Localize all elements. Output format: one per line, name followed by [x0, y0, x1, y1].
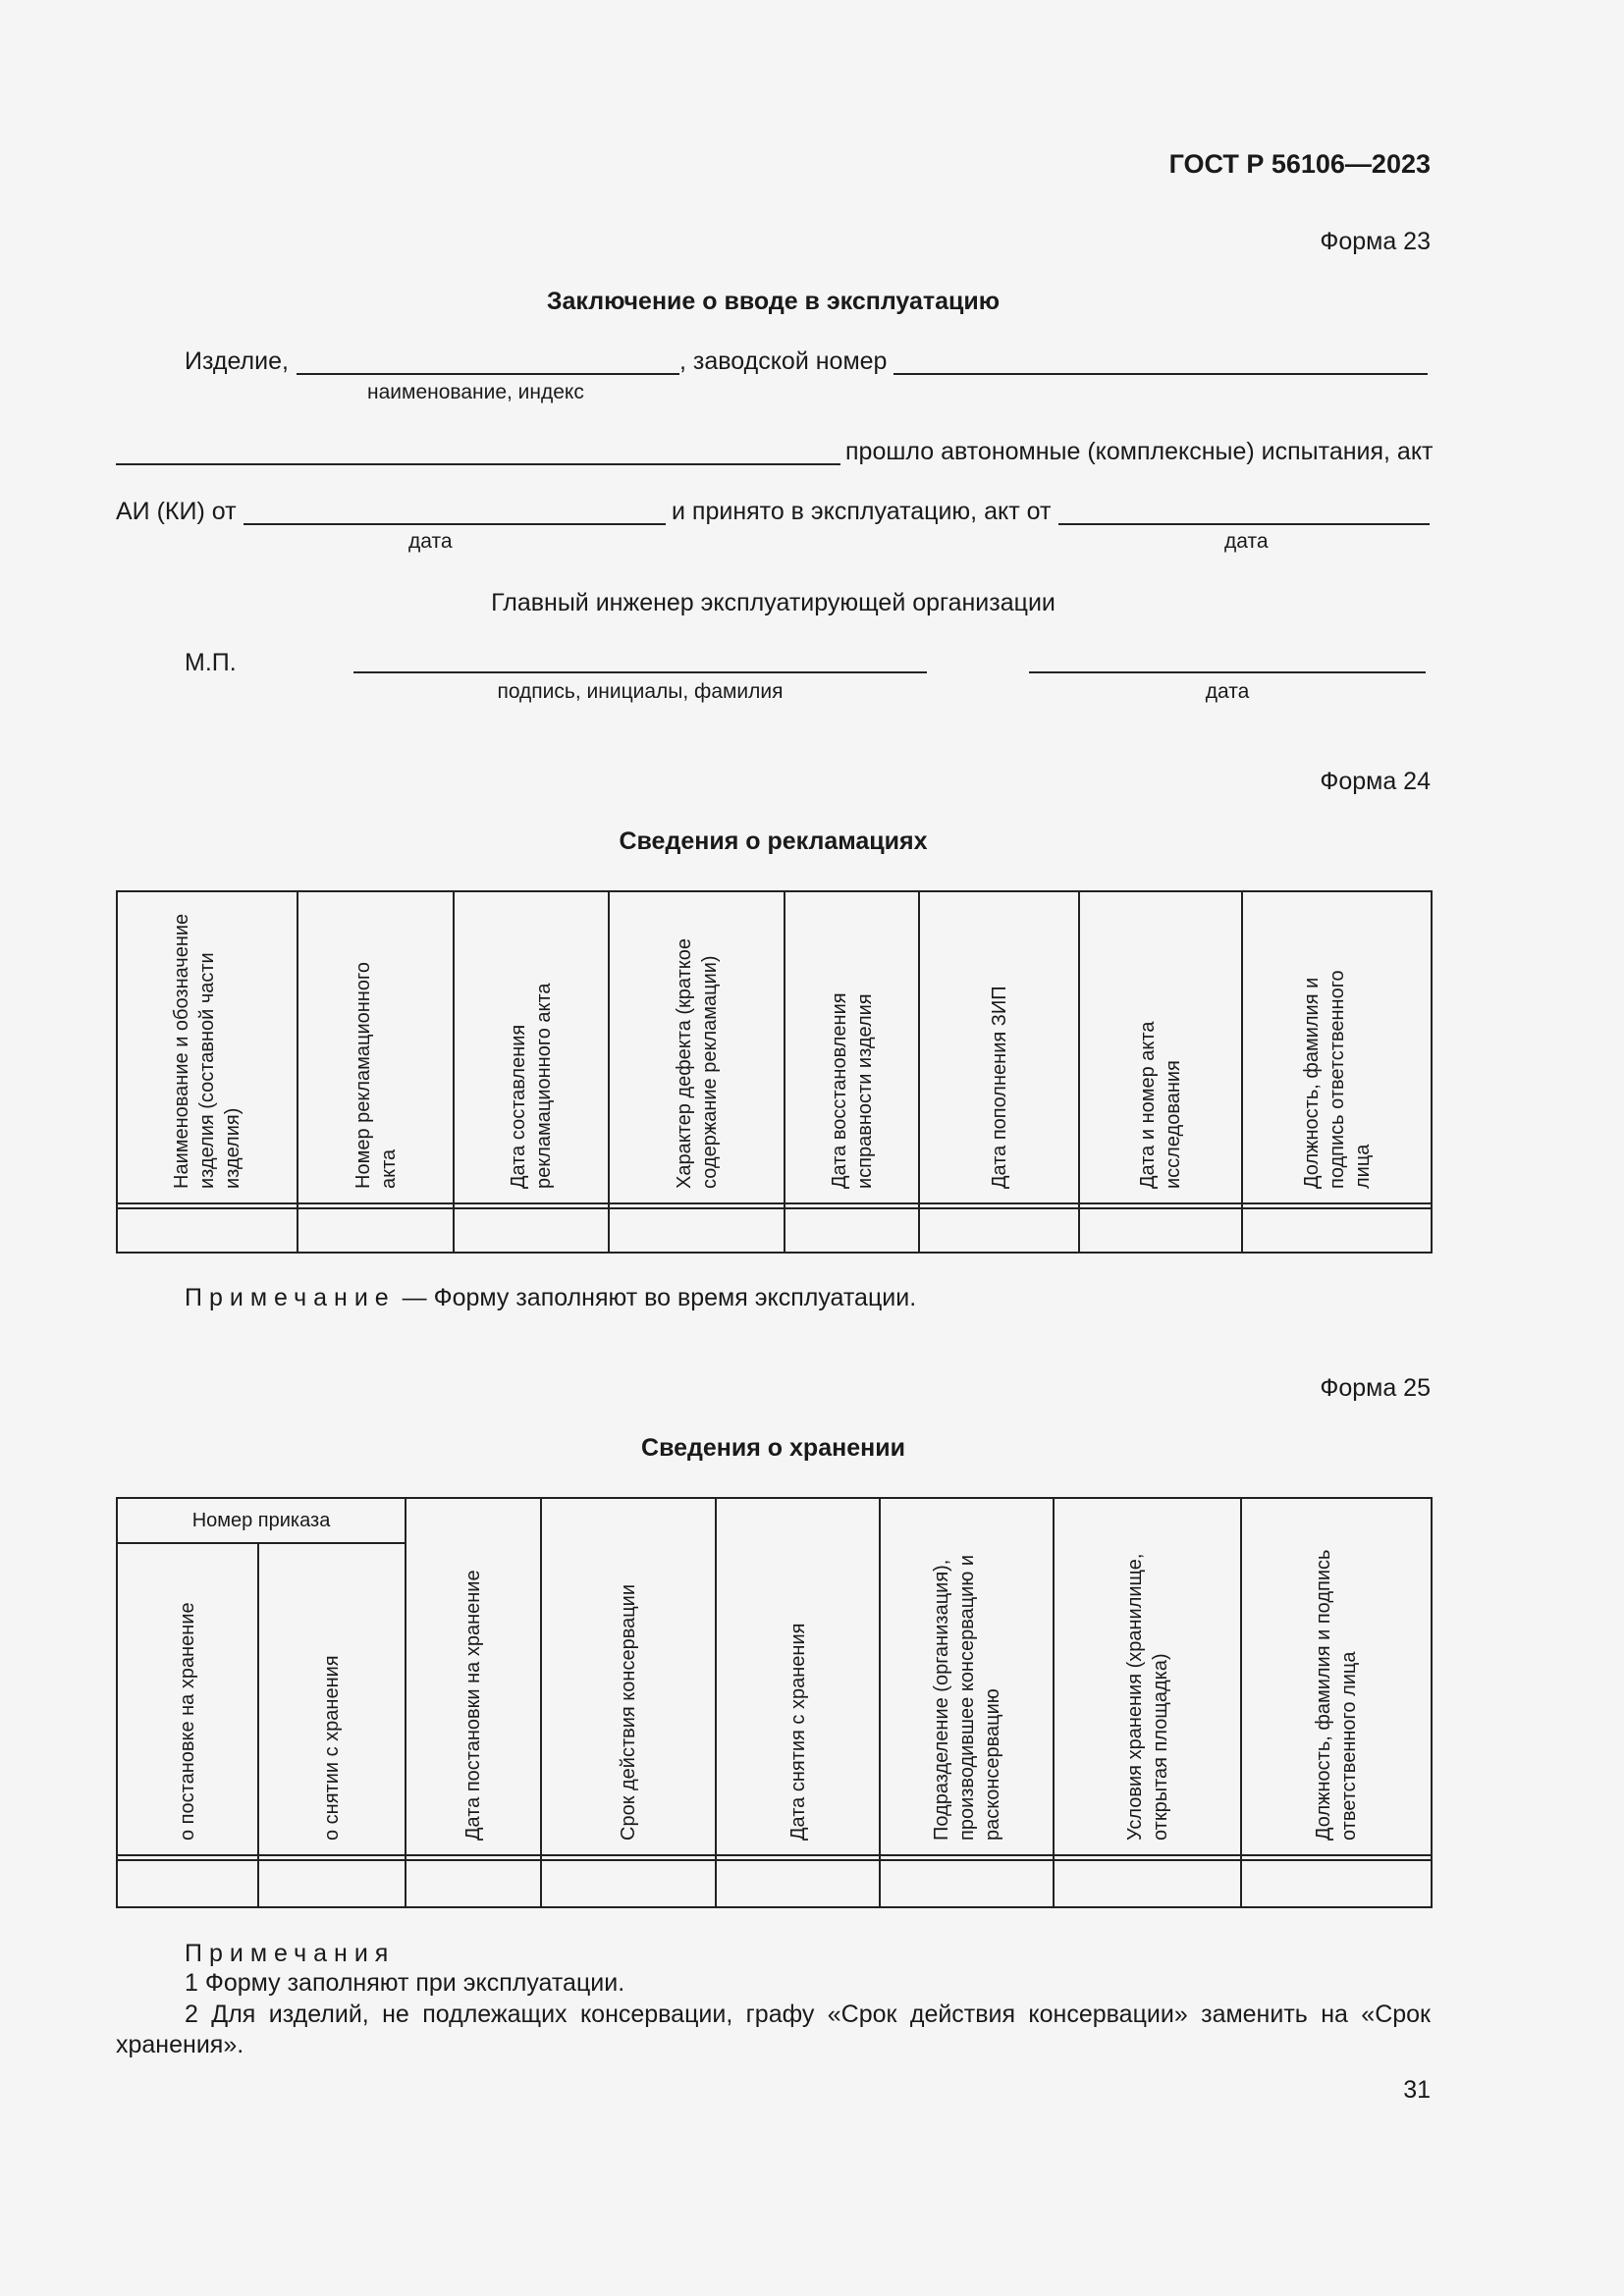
accept-act-line: [1058, 523, 1430, 525]
date-caption-1: дата: [408, 530, 453, 553]
form25-note-1: 1 Форму заполняют при эксплуатации.: [185, 1969, 625, 1997]
claims-col-4-text: Характер дефекта (краткое содержание рекламации): [673, 938, 721, 1189]
claims-col-2-header: [298, 891, 454, 1203]
signature-caption: подпись, инициалы, фамилия: [497, 680, 784, 703]
chief-engineer: Главный инженер эксплуатирующей организации: [491, 589, 1056, 616]
storage-col-1-text: о постановке на хранение: [177, 1602, 198, 1841]
storage-col-6-header: [880, 1498, 1054, 1855]
storage-col-2-text: о снятии с хранения: [321, 1655, 343, 1841]
claims-col-1-header: [117, 891, 298, 1203]
sign-date-line: [1029, 671, 1426, 673]
claims-col-5-text: Дата восстановления исправности изделия: [828, 992, 876, 1189]
storage-col-4-text: Срок действия консервации: [618, 1583, 639, 1841]
storage-table: [116, 1497, 1433, 1908]
storage-col-6-text: Подразделение (организация), производившее консервацию и расконсервацию: [930, 1554, 1003, 1841]
form25-notes-label: Примечания: [185, 1940, 396, 1967]
claims-col-6-text: Дата пополнения ЗИП: [988, 986, 1010, 1189]
storage-col-5-header: [716, 1498, 880, 1855]
stamp-label: М.П.: [185, 649, 237, 676]
storage-col-2-header: [258, 1543, 406, 1855]
form25-title: Сведения о хранении: [641, 1434, 905, 1462]
date-caption-3: дата: [1205, 680, 1250, 703]
tests-text: прошло автономные (комплексные) испытания, акт: [845, 438, 1434, 465]
storage-col-7-text: Условия хранения (хранилище, открытая площадка): [1123, 1553, 1171, 1841]
page-number: 31: [1403, 2076, 1431, 2104]
claims-col-5-header: [785, 891, 919, 1203]
claims-empty-row: [117, 1208, 1432, 1253]
claims-col-8-text: Должность, фамилия и подпись ответственного лица: [1300, 970, 1374, 1189]
storage-col-8-text: Должность, фамилия и подпись ответственного лица: [1313, 1549, 1360, 1841]
form24-note: [185, 1284, 916, 1312]
claims-col-7-header: [1079, 891, 1242, 1203]
form23-title: Заключение о вводе в эксплуатацию: [546, 288, 1001, 315]
signature-line: [353, 671, 927, 673]
storage-empty-row: [117, 1860, 1432, 1907]
storage-col-3-text: Дата постановки на хранение: [462, 1570, 484, 1841]
date-caption-2: дата: [1224, 530, 1269, 553]
storage-col-5-text: Дата снятия с хранения: [786, 1623, 809, 1841]
claims-col-4-header: [609, 891, 785, 1203]
claims-table: [116, 890, 1433, 1254]
claims-col-7-text: Дата и номер акта исследования: [1137, 1021, 1184, 1189]
storage-col-8-header: [1241, 1498, 1432, 1855]
accepted-text: и принято в эксплуатацию, акт от: [672, 498, 1052, 525]
act-label: АИ (КИ) от: [116, 498, 237, 525]
form24-note-text: — Форму заполняют во время эксплуатации.: [395, 1284, 917, 1311]
storage-col-1-header: [117, 1543, 258, 1855]
item-caption: наименование, индекс: [367, 381, 584, 403]
serial-label: , заводской номер: [679, 347, 888, 375]
tests-line: [116, 463, 840, 465]
claims-col-3-header: [454, 891, 609, 1203]
claims-header-row: [117, 891, 1432, 1203]
form24-note-label: Примечание: [185, 1284, 396, 1311]
claims-col-6-header: [919, 891, 1079, 1203]
claims-col-3-text: Дата составления рекламационного акта: [508, 983, 555, 1189]
storage-col-7-header: [1054, 1498, 1241, 1855]
storage-col-3-header: [406, 1498, 541, 1855]
item-name-line: [297, 373, 679, 375]
claims-col-2-text: Номер рекламационного акта: [352, 962, 400, 1189]
storage-col-4-header: [541, 1498, 716, 1855]
claims-col-1-text: Наименование и обозначение изделия (составной части изделия): [171, 913, 244, 1189]
form24-label: Форма 24: [1320, 768, 1431, 795]
act-date-line: [244, 523, 666, 525]
claims-col-8-header: [1242, 891, 1432, 1203]
storage-group-row: [117, 1498, 1432, 1543]
serial-number-line: [893, 373, 1428, 375]
form24-title: Сведения о рекламациях: [619, 828, 928, 855]
item-label: Изделие,: [185, 347, 289, 375]
form25-note-2: 2 Для изделий, не подлежащих консервации, графу «Срок действия консервации» заменить на «Срок хранения».: [116, 2001, 1431, 2058]
order-number-header: Номер приказа: [117, 1498, 406, 1543]
document-standard: ГОСТ Р 56106—2023: [1168, 149, 1431, 179]
form23-label: Форма 23: [1320, 228, 1431, 255]
form25-label: Форма 25: [1320, 1374, 1431, 1402]
